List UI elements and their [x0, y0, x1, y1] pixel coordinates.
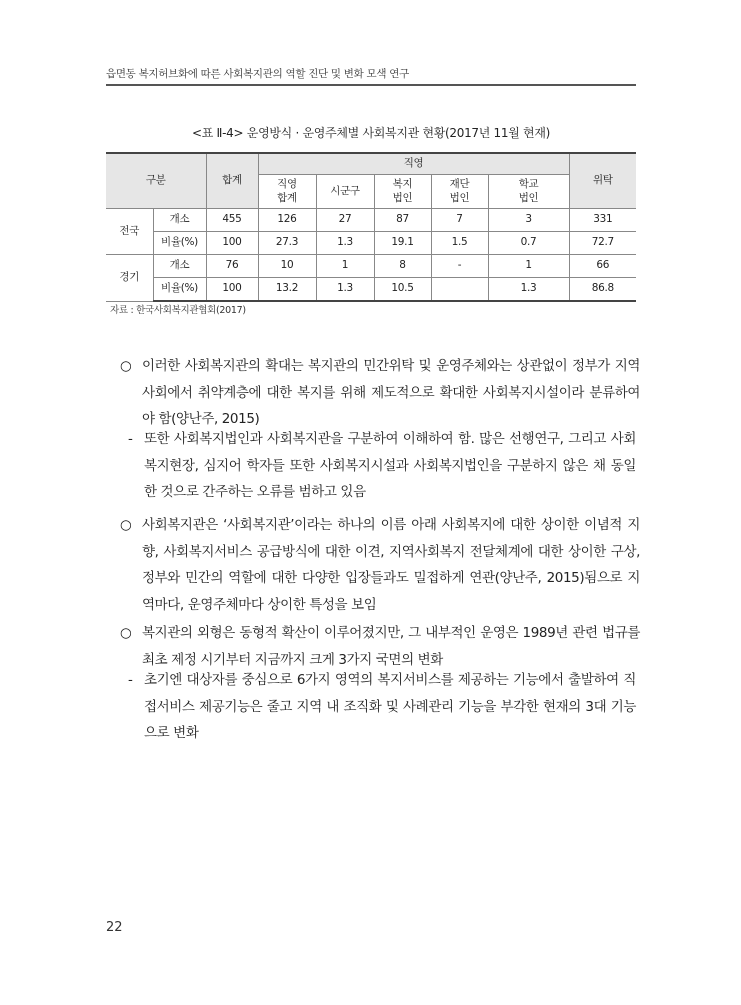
bullet-paragraph [120, 620, 640, 673]
table-row [106, 232, 636, 255]
header-school-corp: 학교 법인 [488, 175, 569, 209]
row-label: 비율(%) [153, 278, 206, 302]
table-row [106, 278, 636, 302]
cell: 7 [431, 209, 488, 232]
page-number: 22 [106, 920, 123, 935]
bullet-paragraph [120, 512, 640, 618]
circle-bullet-icon: ○ [120, 517, 132, 533]
cell: 10 [258, 255, 316, 278]
cell [431, 278, 488, 302]
operation-stats-table [106, 152, 636, 302]
header-rule [106, 84, 636, 86]
cell: 100 [206, 278, 258, 302]
paragraph-text: 복지관의 외형은 동형적 확산이 이루어졌지만, 그 내부적인 운영은 1989년 관련 법규를 최초 제정 시기부터 지금까지 크게 3가지 국면의 변화 [142, 625, 640, 668]
table-caption: <표 Ⅱ-4> 운영방식 · 운영주체별 사회복지관 현황(2017년 11월 현재) [191, 126, 551, 140]
cell: 76 [206, 255, 258, 278]
row-label: 개소 [153, 255, 206, 278]
paragraph-text: 이러한 사회복지관의 확대는 복지관의 민간위탁 및 운영주체와는 상관없이 정부가 지역사회에서 취약계층에 대한 복지를 위해 제도적으로 확대한 사회복지시설이라 분류하여야 함(양난주, 2015) [142, 358, 640, 427]
cell: 87 [374, 209, 431, 232]
header-welfare-corp: 복지 법인 [374, 175, 431, 209]
cell: 455 [206, 209, 258, 232]
cell: 1.5 [431, 232, 488, 255]
cell: 72.7 [569, 232, 636, 255]
region-cell: 전국 [106, 209, 153, 255]
dash-bullet-icon: - [128, 672, 133, 688]
dash-bullet-icon: - [128, 431, 133, 447]
dash-paragraph [128, 667, 636, 747]
cell: 3 [488, 209, 569, 232]
cell: - [431, 255, 488, 278]
region-cell: 경기 [106, 255, 153, 302]
circle-bullet-icon: ○ [120, 625, 132, 641]
cell: 0.7 [488, 232, 569, 255]
table-row [106, 209, 636, 232]
header-consign: 위탁 [569, 153, 636, 209]
header-direct: 직영 [258, 153, 569, 175]
cell: 10.5 [374, 278, 431, 302]
header-direct-total: 직영 합계 [258, 175, 316, 209]
cell: 66 [569, 255, 636, 278]
header-foundation-corp: 재단 법인 [431, 175, 488, 209]
header-sigungu: 시군구 [316, 175, 374, 209]
cell: 1.3 [316, 278, 374, 302]
table-source: 자료 : 한국사회복지관협회(2017) [110, 305, 246, 316]
cell: 331 [569, 209, 636, 232]
dash-paragraph [128, 426, 636, 506]
cell: 100 [206, 232, 258, 255]
paragraph-text: 또한 사회복지법인과 사회복지관을 구분하여 이해하여 함. 많은 선행연구, 그리고 사회복지현장, 심지어 학자들 또한 사회복지시설과 사회복지법인을 구분하지 않은 채 동일한 것으로 간주하는 오류를 범하고 있음 [144, 431, 636, 500]
cell: 1 [316, 255, 374, 278]
row-label: 비율(%) [153, 232, 206, 255]
paragraph-text: 초기엔 대상자를 중심으로 6가지 영역의 복지서비스를 제공하는 기능에서 출발하여 직접서비스 제공기능은 줄고 지역 내 조직화 및 사례관리 기능을 부각한 현재의 3대 기능으로 변화 [144, 672, 636, 741]
cell: 8 [374, 255, 431, 278]
header-category: 구분 [106, 153, 206, 209]
cell: 13.2 [258, 278, 316, 302]
cell: 1 [488, 255, 569, 278]
row-label: 개소 [153, 209, 206, 232]
cell: 126 [258, 209, 316, 232]
bullet-paragraph [120, 353, 640, 433]
running-header: 읍면동 복지허브화에 따른 사회복지관의 역할 진단 및 변화 모색 연구 [106, 68, 409, 80]
cell: 1.3 [316, 232, 374, 255]
header-total: 합계 [206, 153, 258, 209]
table-row [106, 255, 636, 278]
circle-bullet-icon: ○ [120, 358, 132, 374]
cell: 19.1 [374, 232, 431, 255]
cell: 27.3 [258, 232, 316, 255]
cell: 86.8 [569, 278, 636, 302]
cell: 27 [316, 209, 374, 232]
paragraph-text: 사회복지관은 ‘사회복지관’이라는 하나의 이름 아래 사회복지에 대한 상이한 이념적 지향, 사회복지서비스 공급방식에 대한 이견, 지역사회복지 전달체계에 대한 상이한 구상, 정부와 민간의 역할에 대한 다양한 입장들과도 밀접하게 연관(양난주, 2015)됨으로 지역마다, 운영주체마다 상이한 특성을 보임 [142, 517, 640, 613]
cell: 1.3 [488, 278, 569, 302]
